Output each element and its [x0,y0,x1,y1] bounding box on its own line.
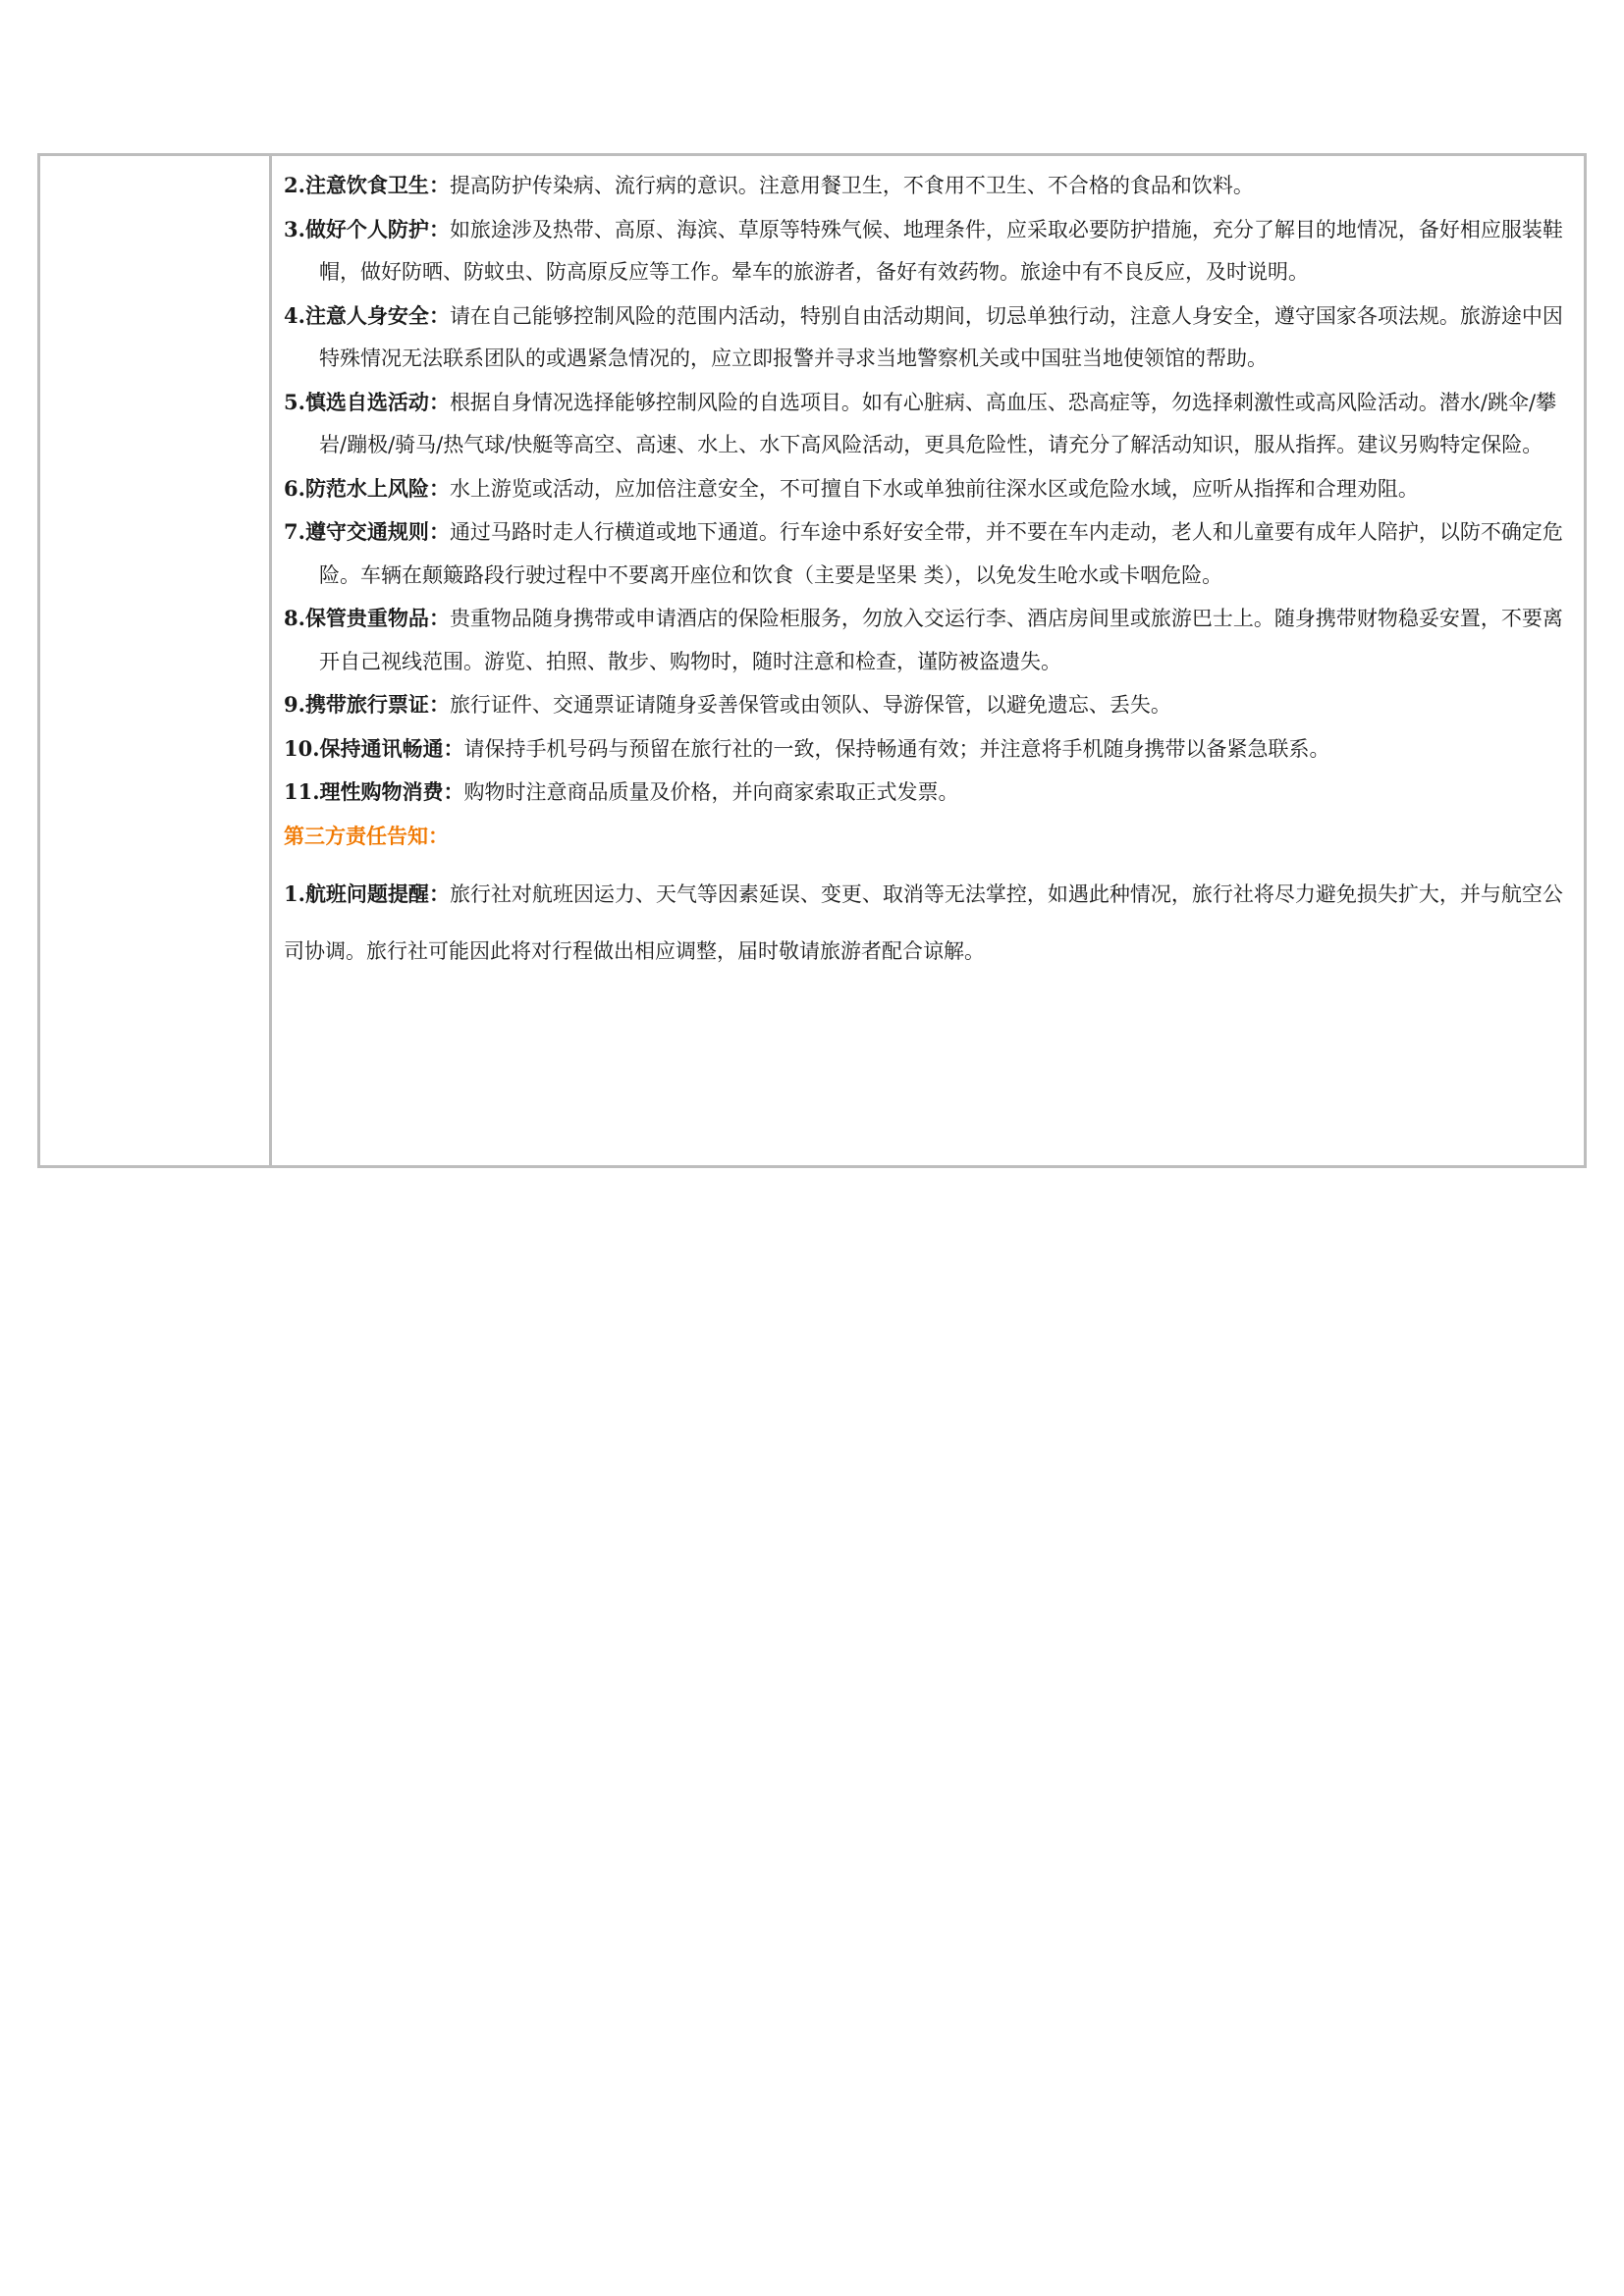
item-number: 1. [284,881,305,906]
item-title: 航班问题提醒 [304,881,429,906]
label-cell [40,156,272,1165]
item-separator: ： [428,389,450,414]
item-separator: ： [443,735,464,761]
item-text: 购物时注意商品质量及价格，并向商家索取正式发票。 [463,780,959,804]
notice-item-4 [284,294,1574,381]
item-separator: ： [428,302,450,328]
item-text: 旅行社对航班因运力、天气等因素延误、变更、取消等无法掌控，如遇此种情况，旅行社将尽力避免损失扩大，并与航空公司协调。旅行社可能因此将对行程做出相应调整，届时敬请旅游者配合谅解。 [284,882,1563,963]
content-cell [272,156,1584,1165]
notice-item-3 [284,208,1574,294]
item-title: 做好个人防护 [304,216,429,241]
item-separator: ： [428,173,450,197]
item-separator: ： [443,779,464,804]
item-text: 根据自身情况选择能够控制风险的自选项目。如有心脏病、高血压、恐高症等，勿选择刺激性或高风险活动。潜水/跳伞/攀岩/蹦极/骑马/热气球/快艇等高空、高速、水上、水下高风险活动，更具危险性，请充分了解活动知识，服从指挥。建议另购特定保险。 [319,390,1557,456]
item-number: 4. [284,302,305,328]
item-number: 6. [284,475,305,501]
item-separator: ： [428,606,450,630]
item-title: 携带旅行票证 [304,692,429,717]
item-number: 8. [284,606,305,630]
item-text: 旅行证件、交通票证请随身妥善保管或由领队、导游保管，以避免遗忘、丢失。 [449,693,1171,717]
notice-table [37,153,1587,1168]
item-text: 水上游览或活动，应加倍注意安全，不可擅自下水或单独前往深水区或危险水域，应听从指挥和合理劝阻。 [449,476,1419,501]
notice-item-10 [284,727,1574,772]
item-title: 防范水上风险 [304,475,429,501]
item-separator: ： [428,216,450,241]
third-party-heading: 第三方责任告知： [284,823,449,848]
item-number: 9. [284,692,305,717]
item-separator: ： [428,519,450,544]
item-text: 请在自己能够控制风险的范围内活动，特别自由活动期间，切忌单独行动，注意人身安全，遵守国家各项法规。旅游途中因特殊情况无法联系团队的或遇紧急情况的，应立即报警并寻求当地警察机关或中国驻当地使领馆的帮助。 [319,303,1563,370]
item-text: 如旅途涉及热带、高原、海滨、草原等特殊气候、地理条件，应采取必要防护措施，充分了解目的地情况，备好相应服装鞋帽，做好防晒、防蚊虫、防高原反应等工作。晕车的旅游者，备好有效药物。旅途中有不良反应，及时说明。 [319,217,1563,284]
third-party-item-1 [284,866,1574,980]
item-number: 5. [284,389,305,414]
notice-item-5 [284,381,1574,467]
notice-item-9 [284,683,1574,727]
item-number: 10. [284,735,320,761]
item-text: 贵重物品随身携带或申请酒店的保险柜服务，勿放入交运行李、酒店房间里或旅游巴士上。随身携带财物稳妥安置，不要离开自己视线范围。游览、拍照、散步、购物时，随时注意和检查，谨防被盗遗失。 [319,607,1563,673]
notice-item-2 [284,164,1574,208]
item-separator: ： [428,475,450,501]
item-title: 遵守交通规则 [304,519,429,544]
item-number: 3. [284,216,305,241]
item-number: 2. [284,173,305,197]
item-title: 慎选自选活动 [304,389,429,414]
item-title: 保管贵重物品 [304,606,429,630]
item-title: 注意饮食卫生 [304,173,429,197]
notice-item-7 [284,510,1574,597]
notice-item-8 [284,597,1574,683]
item-separator: ： [428,692,450,717]
item-text: 通过马路时走人行横道或地下通道。行车途中系好安全带，并不要在车内走动，老人和儿童要有成年人陪护，以防不确定危险。车辆在颠簸路段行驶过程中不要离开座位和饮食（主要是坚果 类），以免发生呛水或卡咽危险。 [319,520,1563,587]
item-separator: ： [428,881,450,906]
item-title: 注意人身安全 [304,302,429,328]
item-text: 提高防护传染病、流行病的意识。注意用餐卫生，不食用不卫生、不合格的食品和饮料。 [449,174,1254,197]
notice-item-11 [284,771,1574,815]
item-number: 11. [284,779,320,804]
notice-item-6 [284,467,1574,511]
item-title: 保持通讯畅通 [319,735,444,761]
item-title: 理性购物消费 [319,779,444,804]
item-number: 7. [284,519,305,544]
item-text: 请保持手机号码与预留在旅行社的一致，保持畅通有效；并注意将手机随身携带以备紧急联系。 [463,736,1330,761]
